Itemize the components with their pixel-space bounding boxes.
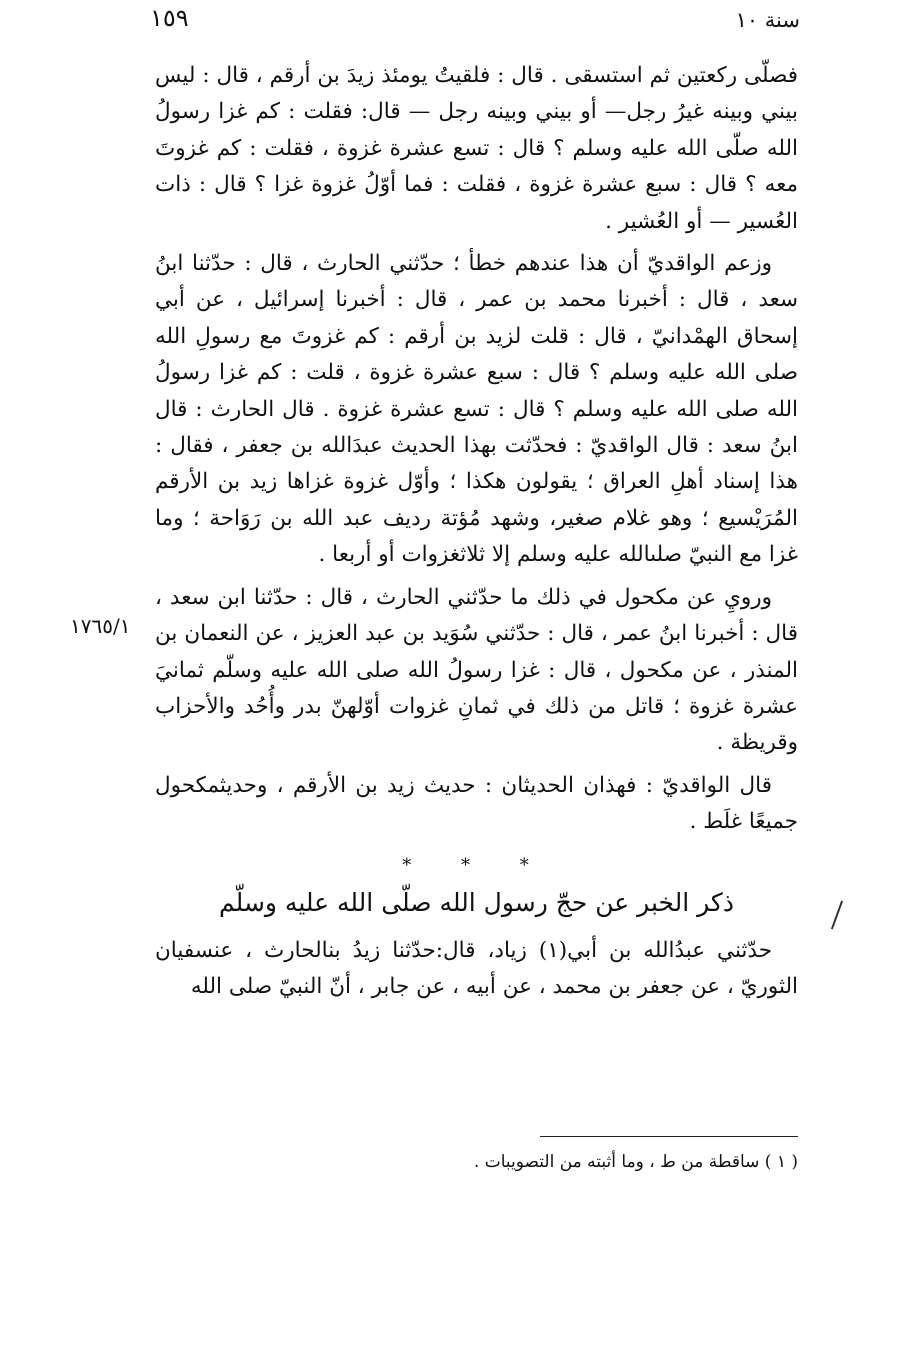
main-text: [155, 58, 798, 1011]
paragraph-3: ورويِ عن مكحول في ذلك ما حدّثني الحارث ، قال : حدّثنا ابن سعد ، قال : أخبرنا ابنُ عمر ، قال : حدّثني سُوَيد بن عبد العزيز ، عن النعمان بن المنذر ، عن مكحول ، قال : غزا رسولُ الله صلى الله عليه وسلّم ثمانيَ عشرة غزوة ؛ قاتل من ذلك في ثمانِ غزوات أوّلهنّ بدر وأُحُد والأحزاب وقريظة .: [155, 584, 798, 756]
footnote-rule: [540, 1136, 798, 1137]
section-separator: * * *: [402, 854, 551, 876]
running-title: سنة ١٠: [735, 8, 800, 32]
paragraph-final: حدّثني عبدُالله بن أبي(١) زياد، قال:حدّثنا زيدُ بنالحارث ، عنسفيان الثوريّ ، عن جعفر بن محمد ، عن أبيه ، عن جابر ، أنّ النبيّ صلى الله: [155, 937, 798, 999]
margin-tick-mark: [831, 901, 843, 930]
section-heading: ذكر الخبر عن حجّ رسول الله صلّى الله عليه وسلّم: [219, 887, 734, 917]
margin-reference: ١٧٦٥/١: [70, 614, 131, 638]
paragraph-4: قال الواقديّ : فهذان الحديثان : حديث زيد بن الأرقم ، وحديثمكحول جميعًا غلَط .: [155, 772, 798, 835]
paragraph-1: فصلّى ركعتين ثم استسقى . قال : فلقيتُ يومئذ زيدَ بن أرقم ، قال : ليس بيني وبينه غيرُ رجل— أو بيني وبينه رجل — قال: فقلت : كم غزا رسولُ الله صلّى الله عليه وسلم ؟ قال : تسع عشرة غزوة ، فقلت : كم غزوتَ معه ؟ قال : سبع عشرة غزوة ، فقلت : فما أوّلُ غزوة غزا ؟ قال : ذات العُسير — أو العُشير .: [155, 63, 798, 234]
page-header: [150, 4, 800, 38]
paragraph-2: وزعم الواقديّ أن هذا عندهم خطأ ؛ حدّثني الحارث ، قال : حدّثنا ابنُ سعد ، قال : أخبرنا محمد بن عمر ، قال : أخبرنا إسرائيل ، عن أبي إسحاق الهمْدانيّ ، قال : قلت لزيد بن أرقم : كم غزوتَ مع رسولِ الله صلى الله عليه وسلم ؟ قال : سبع عشرة غزوة ، قلت : كم غزا رسولُ الله صلى الله عليه وسلم ؟ قال : تسع عشرة غزوة . قال الحارث : قال ابنُ سعد : قال الواقديّ : فحدّثت بهذا الحديث عبدَالله بن جعفر ، فقال : هذا إسناد أهلِ العراق ؛ يقولون هكذا ؛ وأوّل غزوة غزاها زيد بن الأرقم المُرَيْسيع ؛ وهو غلام صغير، وشهد مُؤتة رديف عبد الله بن رَوَاحة ؛ وما غزا مع النبيّ صلىالله عليه وسلم إلا ثلاثغزوات أو أربعا .: [155, 251, 798, 568]
page-number: ١٥٩: [150, 4, 189, 32]
footnote: ( ١ ) ساقطة من ط ، وما أثبته من التصويبات .: [473, 1152, 798, 1172]
